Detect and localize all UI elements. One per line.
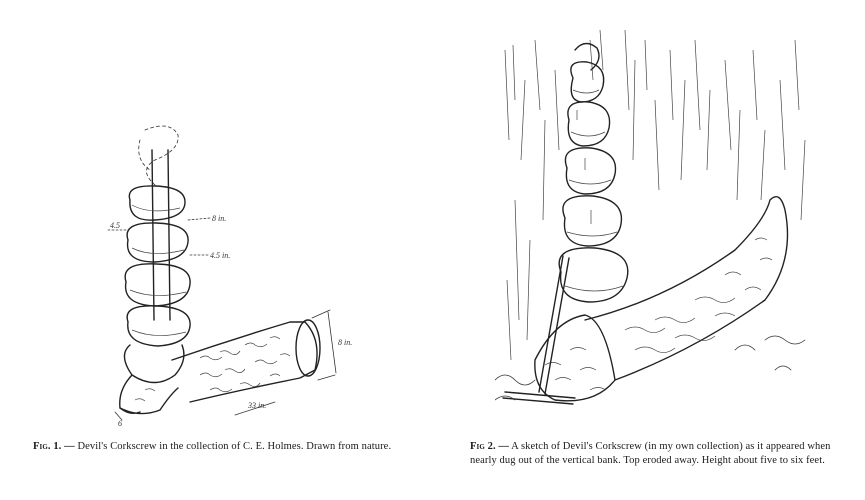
figure-2-caption-prefix: Fig 2. —	[470, 441, 510, 452]
corkscrew-in-bank-sketch	[495, 20, 825, 420]
figure-2-caption-text: A sketch of Devil's Corkscrew (in my own collection) as it appeared when nearly dug out of the vertical bank. Top eroded away. Height about five to six feet.	[470, 441, 831, 466]
figure-1-caption-text: Devil's Corkscrew in the collection of C. E. Holmes. Drawn from nature.	[74, 441, 392, 452]
pickaxe-icon	[503, 256, 575, 404]
annotation-right-width: 4.5 in.	[210, 251, 231, 260]
figure-2-caption	[470, 440, 850, 468]
annotation-top-width: 8 in.	[212, 214, 227, 223]
annotation-arm-length: 33 in.	[248, 401, 267, 410]
annotation-left-width: 4.5	[110, 221, 120, 230]
figure-2-illustration	[495, 20, 825, 420]
figure-1-caption-prefix: Fig. 1. —	[33, 441, 75, 452]
annotation-arm-thickness: 8 in.	[338, 338, 353, 347]
figure-1-caption	[33, 440, 418, 454]
annotation-base: 6	[118, 419, 122, 428]
figure-1-illustration	[60, 90, 420, 430]
devils-corkscrew-drawing	[60, 90, 420, 430]
